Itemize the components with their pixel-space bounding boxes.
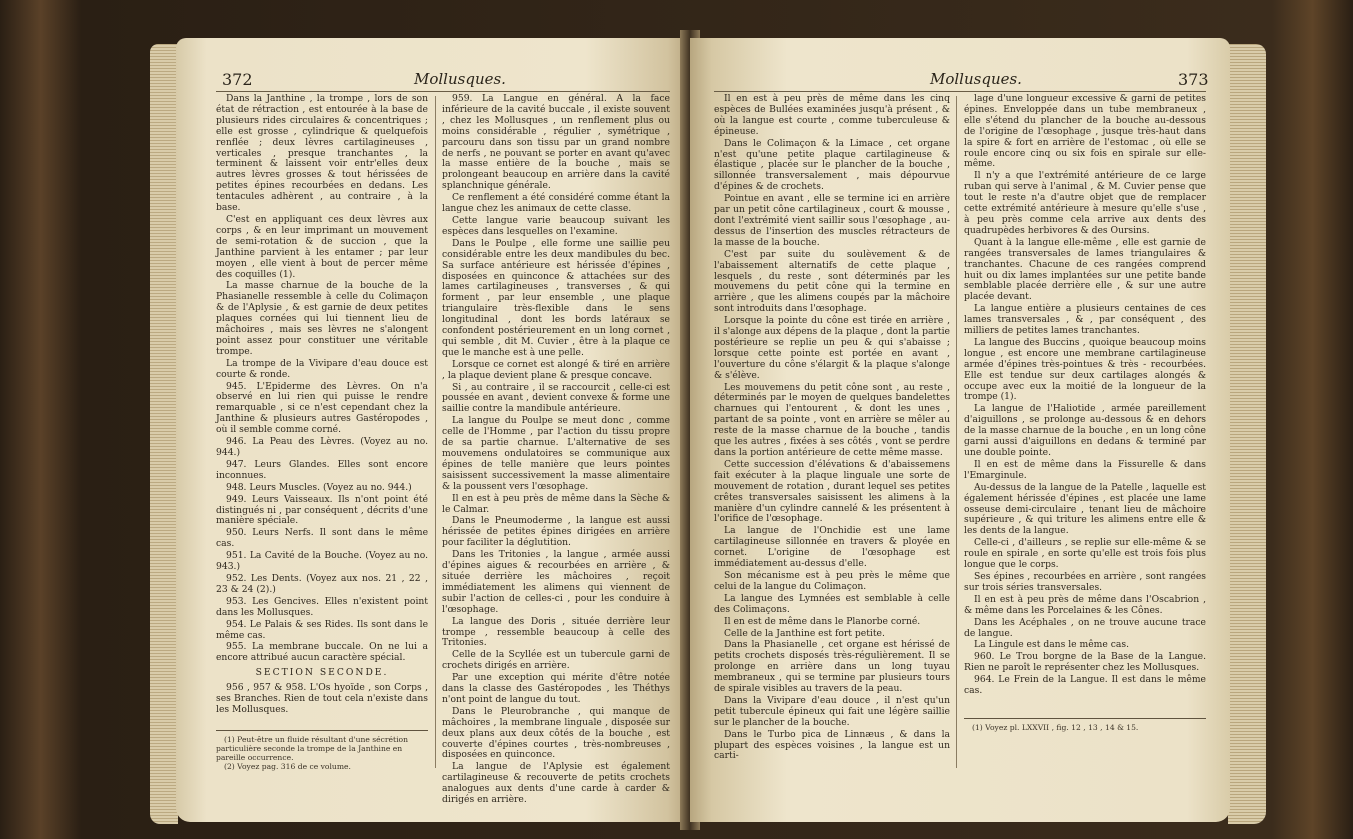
paragraph: Les mouvemens du petit cône sont , au reste , déterminés par le moyen de quelques bandelettes charnues qui l'entourent , & dont les unes , partant de sa pointe , vont en arrière se mêler au reste de la masse charnue de la bouche , tandis que les autres , fixées à ses côtés , vont se perdre dans la portion antérieure de cette même masse. — [714, 381, 950, 458]
paragraph: 946. La Peau des Lèvres. (Voyez au no. 944.) — [216, 436, 428, 458]
paragraph: Il en est de même dans la Fissurelle & dans l'Emarginule. — [964, 458, 1206, 481]
paragraph: 945. L'Epiderme des Lèvres. On n'a observé en lui rien qui puisse le rendre remarquable , si ce n'est cependant chez la Janthine & plusieurs autres Gastéropodes , où il semble comme corné. — [216, 380, 428, 436]
paragraph: Il en est à peu près de même dans la Sèche & le Calmar. — [442, 492, 670, 515]
right-page — [690, 38, 1230, 822]
paragraph: 952. Les Dents. (Voyez aux nos. 21 , 22 , 23 & 24 (2).) — [216, 572, 428, 595]
paragraph: Il en est à peu près de même dans les cinq espèces de Bullées examinées jusqu'à présent , & où la langue est courte , comme tuberculeuse & épineuse. — [714, 93, 950, 137]
paragraph: Dans la Vivipare d'eau douce , il n'est qu'un petit tubercule épineux qui fait une légère saillie sur le plancher de la bouche. — [714, 694, 950, 728]
paragraph: La langue de l'Onchidie est une lame cartilagineuse sillonnée en travers & ployée en cornet. L'origine de l'œsophage est immédiatement au-dessus d'elle. — [714, 525, 950, 570]
right-column-1 — [714, 94, 950, 763]
paragraph: Dans les Acéphales , on ne trouve aucune trace de langue. — [964, 616, 1206, 639]
paragraph: La masse charnue de la bouche de la Phasianelle ressemble à celle du Colimaçon & de l'Aplysie , & est garnie de deux petites plaques cornées qui lui tiennent lieu de mâchoires , mais ses lèvres ne s'alongent point assez pour constituer une véritable trompe. — [216, 280, 428, 357]
left-page-number: 372 — [222, 70, 253, 89]
paragraph: Celle-ci , d'ailleurs , se replie sur elle-même & se roule en spirale , en sorte qu'elle est trois fois plus longue que le corps. — [964, 537, 1206, 571]
paragraph: Cette succession d'élévations & d'abaissemens fait exécuter à la plaque linguale une sorte de mouvement de rotation , durant lequel ses petites crêtes transversales saisissent les alimens à la manière d'un cylindre cannelé & les présentent à l'orifice de l'œsophage. — [714, 458, 950, 525]
paragraph: La langue des Lymnées est semblable à celle des Colimaçons. — [714, 592, 950, 615]
paragraph: Si , au contraire , il se raccourcit , celle-ci est poussée en avant , devient convexe & forme une saillie contre la mandibule antérieure. — [442, 381, 670, 415]
paragraph: La langue des Buccins , quoique beaucoup moins longue , est encore une membrane cartilagineuse armée d'épines très-pointues & très - recourbées. Elle est tendue sur deux cartilages alongés & occupe avec eux la moitié de la longueur de la trompe (1). — [964, 336, 1206, 403]
paragraph: Celle de la Janthine est fort petite. — [724, 627, 885, 639]
paragraph: Dans la Janthine , la trompe , lors de son état de rétraction , est entourée à la base de plusieurs rides circulaires & concentriques ; elle est grosse , cylindrique & quelquefois renflée ; deux lèvres cartilagineuses , verticales , presque tranchantes , la terminent & laissent voir entr'elles deux autres lèvres grosses & tout hérissées de petites épines recourbées en dedans. Les tentacules adhèrent , au contraire , à la base. — [216, 93, 428, 214]
paragraph: Dans la Phasianelle , cet organe est hérissé de petits crochets disposés très-régulièrement. Il se prolonge en arrière dans un long tuyau membraneux , qui se termine par plusieurs tours de spirale visibles au travers de la peau. — [714, 639, 950, 695]
paragraph: Ses épines , recourbées en arrière , sont rangées sur trois séries transversales. — [964, 570, 1206, 593]
paragraph: Lorsque ce cornet est alongé & tiré en arrière , la plaque devient plane & presque concave. — [442, 358, 670, 381]
right-footnotes — [964, 723, 1206, 732]
paragraph: Ce renflement a été considéré comme étant la langue chez les animaux de cette classe. — [442, 192, 670, 215]
paragraph: 951. La Cavité de la Bouche. (Voyez au no. 943.) — [216, 550, 428, 573]
paragraph: Celle de la Scyllée est un tubercule garni de crochets dirigés en arrière. — [442, 649, 670, 672]
paragraph: Il en est à peu près de même dans l'Oscabrion , & même dans les Porcelaines & les Cônes. — [964, 593, 1206, 616]
right-footnote-rule — [964, 718, 1206, 719]
left-page — [176, 38, 688, 822]
paragraph: Dans le Pleurobranche , qui manque de mâchoires , la membrane linguale , disposée sur deux plans aux deux côtés de la bouche , est couverte d'épines courtes , très-nombreuses , disposées en quinconce. — [442, 705, 670, 761]
left-column-divider — [435, 96, 436, 768]
left-column-2 — [442, 94, 670, 807]
paragraph: 950. Leurs Nerfs. Il sont dans le même cas. — [216, 527, 428, 550]
paragraph: Cette langue varie beaucoup suivant les espèces dans lesquelles on l'examine. — [442, 214, 670, 237]
left-column-1 — [216, 94, 428, 717]
left-header-rule — [216, 91, 670, 92]
footnote: (1) Voyez pl. LXXVII , fig. 12 , 13 , 14 & 15. — [972, 723, 1139, 732]
paragraph: La langue entière a plusieurs centaines de ces lames transversales , & , par conséquent , des milliers de petites lames tranchantes. — [964, 303, 1206, 337]
paragraph: Lorsque la pointe du cône est tirée en arrière , il s'alonge aux dépens de la plaque , dont la partie postérieure se replie un peu & qui s'abaisse ; lorsque cette pointe est portée en avant , l'ouverture du cône s'élargit & la plaque s'alonge & s'élève. — [714, 315, 950, 381]
paragraph: Dans le Poulpe , elle forme une saillie peu considérable entre les deux mandibules du bec. Sa surface antérieure est hérissée d'épines , disposées en quinconce & attachées sur des lames cartilagineuses , transverses , & qui forment , par leur ensemble , une plaque triangulaire très-flexible dans le sens longitudinal , dont les bords latéraux se confondent postérieurement en un long cornet , qui semble , dit M. Cuvier , être à la plaque ce que le manche est à une pelle. — [442, 237, 670, 358]
paragraph: 949. Leurs Vaisseaux. Ils n'ont point été distingués ni , par conséquent , décrits d'une manière spéciale. — [216, 493, 428, 527]
paragraph: Dans le Turbo pica de Linnæus , & dans la plupart des espèces voisines , la langue est un carti- — [714, 728, 950, 762]
paragraph: Au-dessus de la langue de la Patelle , laquelle est également hérissée d'épines , est placée une lame osseuse demi-circulaire , tenant lieu de mâchoire supérieure , & qui triture les alimens entre elle & les dents de la langue. — [964, 481, 1206, 537]
paragraph: Il n'y a que l'extrémité antérieure de ce large ruban qui serve à l'animal , & M. Cuvier pense que tout le reste n'a d'autre objet que de remplacer cette extrémité antérieure à mesure qu'elle s'use , à peu près comme cela arrive aux dents des quadrupèdes herbivores & des Oursins. — [964, 170, 1206, 236]
footnote: (1) Peut-être un fluide résultant d'une sécrétion particulière seconde la trompe de la Janthine en pareille occurrence. — [216, 735, 408, 762]
paragraph: Dans le Colimaçon & la Limace , cet organe n'est qu'une petite plaque cartilagineuse & élastique , placée sur le plancher de la bouche , sillonnée transversalement , mais dépourvue d'épines & de crochets. — [714, 137, 950, 193]
paragraph: Son mécanisme est à peu près le même que celui de la langue du Colimaçon. — [714, 569, 950, 592]
right-header-rule — [714, 91, 1206, 92]
right-column-2 — [964, 94, 1206, 698]
right-column-divider — [956, 96, 957, 768]
paragraph: Par une exception qui mérite d'être notée dans la classe des Gastéropodes , les Théthys n'ont point de langue du tout. — [442, 672, 670, 705]
left-footnote-rule — [216, 730, 428, 731]
paragraph: Dans le Pneumoderme , la langue est aussi hérissée de petites épines dirigées en arrière pour faciliter la déglutition. — [442, 515, 670, 549]
paragraph: lage d'une longueur excessive & garni de petites épines. Enveloppée dans un tube membraneux , elle s'étend du plancher de la bouche au-dessous de l'origine de l'œsophage , jusque très-haut dans la spire & fort en arrière de l'estomac , où elle se roule encore cinq ou six fois en spirale sur elle-même. — [964, 93, 1206, 170]
paragraph: 953. Les Gencives. Elles n'existent point dans les Mollusques. — [216, 595, 428, 618]
paragraph: Il en est de même dans le Planorbe corné. — [724, 615, 921, 627]
right-page-edges — [1228, 44, 1266, 824]
paragraph: 964. Le Frein de la Langue. Il est dans le même cas. — [964, 674, 1206, 697]
right-page-number: 373 — [1178, 70, 1209, 89]
paragraph: 956 , 957 & 958. L'Os hyoïde , son Corps , ses Branches. Rien de tout cela n'existe dans les Mollusques. — [216, 682, 428, 715]
paragraph: Dans les Tritonies , la langue , armée aussi d'épines aigues & recourbées en arrière , & située derrière les mâchoires , reçoit immédiatement les alimens qui viennent de subir l'action de celles-ci , pour les conduire à l'œsophage. — [442, 549, 670, 615]
right-running-title: Mollusques. — [930, 70, 1022, 88]
left-page-edges — [150, 44, 178, 824]
footnote: (2) Voyez pag. 316 de ce volume. — [224, 762, 351, 771]
paragraph: La langue de l'Haliotide , armée pareillement d'aiguillons , se prolonge au-dessous & en dehors de la masse charnue de la bouche , en un long cône garni aussi d'aiguillons en dedans & terminé par une double pointe. — [964, 403, 1206, 458]
paragraph: C'est en appliquant ces deux lèvres aux corps , & en leur imprimant un mouvement de semi-rotation & de succion , que la Janthine parvient à les entamer ; par leur moyen , elle vient à bout de percer même des coquilles (1). — [216, 213, 428, 280]
paragraph: 959. La Langue en général. A la face inférieure de la cavité buccale , il existe souvent , chez les Mollusques , un renflement plus ou moins considérable , régulier , symétrique , parcouru dans son tissu par un grand nombre de nerfs , ne pouvant se porter en avant qu'avec la masse entière de la bouche , mais se prolongeant beaucoup en arrière dans la cavité splanchnique générale. — [442, 93, 670, 192]
paragraph: 955. La membrane buccale. On ne lui a encore attribué aucun caractère spécial. — [216, 641, 428, 664]
left-footnotes — [216, 735, 428, 771]
paragraph: La langue des Doris , située derrière leur trompe , ressemble beaucoup à celle des Tritonies. — [442, 615, 670, 649]
paragraph: Quant à la langue elle-même , elle est garnie de rangées transversales de lames triangulaires & tranchantes. Chacune de ces rangées comprend huit ou dix lames implantées sur une petite bande semblable placée derrière elle , & sur une autre placée devant. — [964, 236, 1206, 303]
paragraph: 954. Le Palais & ses Rides. Ils sont dans le même cas. — [216, 618, 428, 641]
paragraph: La Lingule est dans le même cas. — [974, 639, 1129, 651]
paragraph: 948. Leurs Muscles. (Voyez au no. 944.) — [226, 481, 412, 493]
paragraph: La langue du Poulpe se meut donc , comme celle de l'Homme , par l'action du tissu propre de sa partie charnue. L'alternative de ses mouvemens ondulatoires se communique aux épines de telle manière que leurs pointes saisissent successivement la masse alimentaire & la poussent vers l'œsophage. — [442, 415, 670, 492]
paragraph: La trompe de la Vivipare d'eau douce est courte & ronde. — [216, 357, 428, 380]
paragraph: SECTION SECONDE. — [255, 667, 389, 679]
paragraph: 947. Leurs Glandes. Elles sont encore inconnues. — [216, 458, 428, 481]
paragraph: C'est par suite du soulèvement & de l'abaissement alternatifs de cette plaque , lesquels , du reste , sont déterminés par les mouvemens du petit cône qui la termine en arrière , que les alimens coupés par la mâchoire sont introduits dans l'œsophage. — [714, 248, 950, 315]
left-running-title: Mollusques. — [414, 70, 506, 88]
paragraph: La langue de l'Aplysie est également cartilagineuse & recouverte de petits crochets analogues aux dents d'une carde à carder & dirigés en arrière. — [442, 761, 670, 806]
paragraph: Pointue en avant , elle se termine ici en arrière par un petit cône cartilagineux , court & mousse , dont l'extrémité vient saillir sous l'œsophage , au-dessus de l'insertion des muscles rétracteurs de la masse de la bouche. — [714, 193, 950, 248]
paragraph: 960. Le Trou borgne de la Base de la Langue. Rien ne paroît le représenter chez les Mollusques. — [964, 651, 1206, 674]
